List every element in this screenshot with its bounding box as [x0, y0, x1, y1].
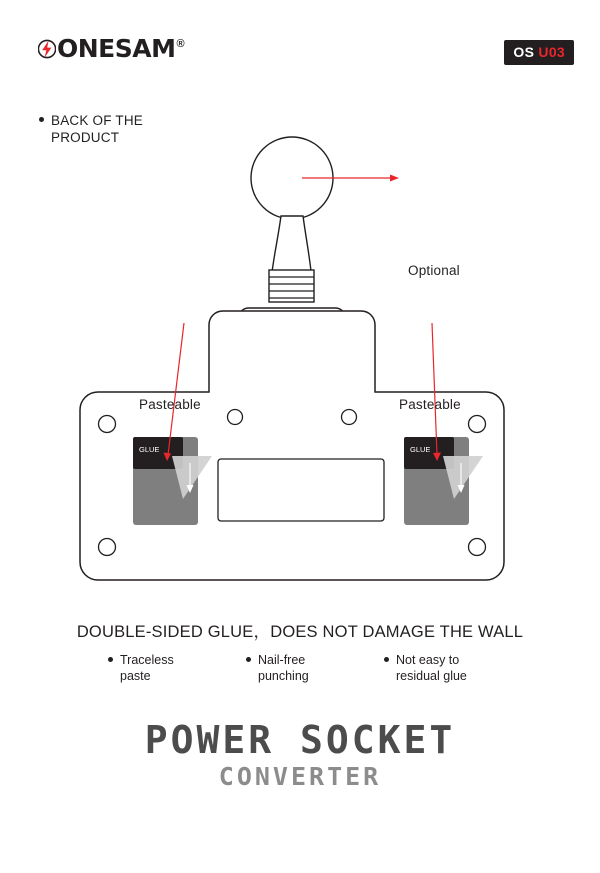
- callout-optional: Optional: [408, 263, 460, 278]
- glue-pad-tab-label-left: GLUE: [139, 445, 160, 454]
- feature-line-1: Traceless: [120, 653, 174, 667]
- glue-pad-tab-label-right: GLUE: [410, 445, 431, 454]
- bullet-icon: [384, 657, 389, 662]
- model-badge: [504, 40, 574, 65]
- screw-hole: [469, 416, 486, 433]
- label-window: [218, 459, 384, 521]
- callout-pasteable-right: Pasteable: [399, 397, 461, 412]
- product-title: POWER SOCKET: [144, 718, 456, 762]
- screw-hole: [99, 416, 116, 433]
- screw-hole: [342, 410, 357, 425]
- brand-registered-mark: ®: [176, 38, 185, 50]
- product-diagram: [0, 95, 600, 605]
- product-subtitle: CONVERTER: [218, 762, 382, 791]
- brand-logo: [38, 34, 184, 64]
- bullet-icon: [246, 657, 251, 662]
- tagline: DOUBLE-SIDED GLUE，DOES NOT DAMAGE THE WALL: [76, 623, 524, 641]
- collar-shape: [269, 270, 314, 302]
- lightning-bolt-icon: [38, 38, 56, 60]
- section-title-text: BACK OF THE PRODUCT: [51, 113, 143, 145]
- feature-line-1: Nail-free: [258, 653, 306, 667]
- screw-hole: [228, 410, 243, 425]
- callout-arrow-optional: [390, 175, 399, 182]
- brand-name: ONESAM: [57, 34, 176, 63]
- screw-hole: [99, 539, 116, 556]
- list-item: [384, 652, 508, 684]
- model-prefix: OS: [513, 44, 535, 60]
- callout-pasteable-left: Pasteable: [139, 397, 201, 412]
- feature-line-2: residual glue: [396, 669, 467, 683]
- model-number: U03: [538, 44, 565, 60]
- product-diagram-svg: [0, 95, 600, 605]
- list-item: [108, 652, 232, 684]
- feature-line-2: paste: [120, 669, 151, 683]
- feature-list: [108, 652, 508, 684]
- screw-hole: [469, 539, 486, 556]
- feature-line-2: punching: [258, 669, 309, 683]
- feature-line-1: Not easy to: [396, 653, 460, 667]
- list-item: [246, 652, 370, 684]
- bullet-icon: [108, 657, 113, 662]
